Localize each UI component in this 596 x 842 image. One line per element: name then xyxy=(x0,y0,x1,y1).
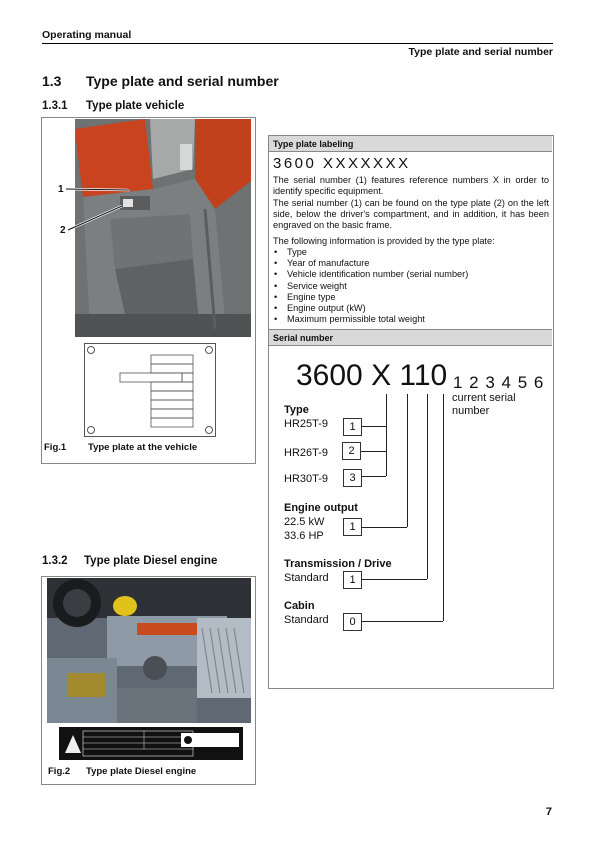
section-heading xyxy=(42,73,279,89)
figure-2-caption xyxy=(48,766,196,777)
serial-sequence: 1 2 3 4 5 6 xyxy=(453,373,545,392)
type-code-box-3: 3 xyxy=(343,469,362,487)
engine-code-box: 1 xyxy=(343,518,362,536)
list-item: • Engine output (kW) xyxy=(273,303,468,314)
cabin-code-box: 0 xyxy=(343,613,362,631)
list-item: • Engine type xyxy=(273,292,468,303)
header-section-title: Type plate and serial number xyxy=(408,46,553,58)
type-connector-1 xyxy=(361,426,386,427)
callout-2: 2 xyxy=(60,225,66,236)
trans-connector xyxy=(427,394,428,579)
subsection-number: 1.3.2 xyxy=(42,555,68,567)
header-manual-title: Operating manual xyxy=(42,29,132,41)
figure-2-number: Fig.2 xyxy=(48,766,71,777)
typeplate-para-2: The serial number (1) can be found on the type plate (2) on the left side, below the driver's compartment, and in addition, it has been engraved on the basic frame. xyxy=(273,198,549,231)
list-item: • Vehicle identification number (serial number) xyxy=(273,269,468,280)
section-number: 1.3 xyxy=(42,73,62,89)
subsection-heading-engine xyxy=(42,555,217,567)
serial-code: 3600 X 110 xyxy=(296,359,448,392)
cabin-label: Cabin xyxy=(284,600,315,612)
header-divider xyxy=(42,43,553,44)
callout-leaders xyxy=(64,185,144,235)
cabin-connector xyxy=(443,394,444,621)
figure-2-caption-text: Type plate Diesel engine xyxy=(86,766,197,777)
engine-connector-h xyxy=(362,527,407,528)
subsection-title: Type plate vehicle xyxy=(86,100,185,112)
serial-heading: Serial number xyxy=(269,329,552,346)
trans-connector-h xyxy=(362,579,427,580)
serial-sequence-label: current serial number xyxy=(452,392,516,417)
engine-photo xyxy=(47,578,251,723)
type-code-box-2: 2 xyxy=(342,442,361,460)
section-title: Type plate and serial number xyxy=(86,73,279,89)
list-item: • Service weight xyxy=(273,281,468,292)
cabin-connector-h xyxy=(362,621,443,622)
transmission-label: Transmission / Drive xyxy=(284,558,392,570)
engine-hp: 33.6 HP xyxy=(284,530,324,542)
list-item: • Type xyxy=(273,247,468,258)
subsection-heading-vehicle xyxy=(42,100,184,112)
figure-1-number: Fig.1 xyxy=(44,442,67,453)
type-name-1: HR25T-9 xyxy=(284,418,329,430)
callout-1: 1 xyxy=(58,184,64,195)
figure-1-caption-text: Type plate at the vehicle xyxy=(88,442,198,453)
diesel-type-plate-drawing xyxy=(59,727,243,760)
type-connector xyxy=(386,394,387,476)
type-label: Type xyxy=(284,404,309,416)
subsection-title: Type plate Diesel engine xyxy=(84,555,218,567)
subsection-number: 1.3.1 xyxy=(42,100,68,112)
typeplate-para-3: The following information is provided by the type plate: xyxy=(273,236,495,246)
list-item: • Year of manufacture xyxy=(273,258,468,269)
type-name-3: HR30T-9 xyxy=(284,473,329,485)
typeplate-para-1: The serial number (1) features reference numbers X in order to identify specific equipment. xyxy=(273,175,549,197)
list-item: • Maximum permissible total weight xyxy=(273,314,468,325)
cabin-value: Standard xyxy=(284,614,329,626)
type-code-box-1: 1 xyxy=(343,418,362,436)
type-plate-drawing xyxy=(84,343,216,437)
page-number: 7 xyxy=(545,806,552,818)
transmission-code-box: 1 xyxy=(343,571,362,589)
typeplate-heading: Type plate labeling xyxy=(269,135,552,152)
transmission-value: Standard xyxy=(284,572,329,584)
engine-output-label: Engine output xyxy=(284,502,358,514)
typeplate-code: 3600 XXXXXXX xyxy=(273,155,411,172)
engine-kw: 22.5 kW xyxy=(284,516,325,528)
engine-connector xyxy=(407,394,408,527)
type-connector-3 xyxy=(362,476,386,477)
typeplate-info-list xyxy=(273,247,468,325)
figure-1-caption xyxy=(44,442,197,453)
type-connector-2 xyxy=(360,451,386,452)
type-name-2: HR26T-9 xyxy=(284,447,329,459)
